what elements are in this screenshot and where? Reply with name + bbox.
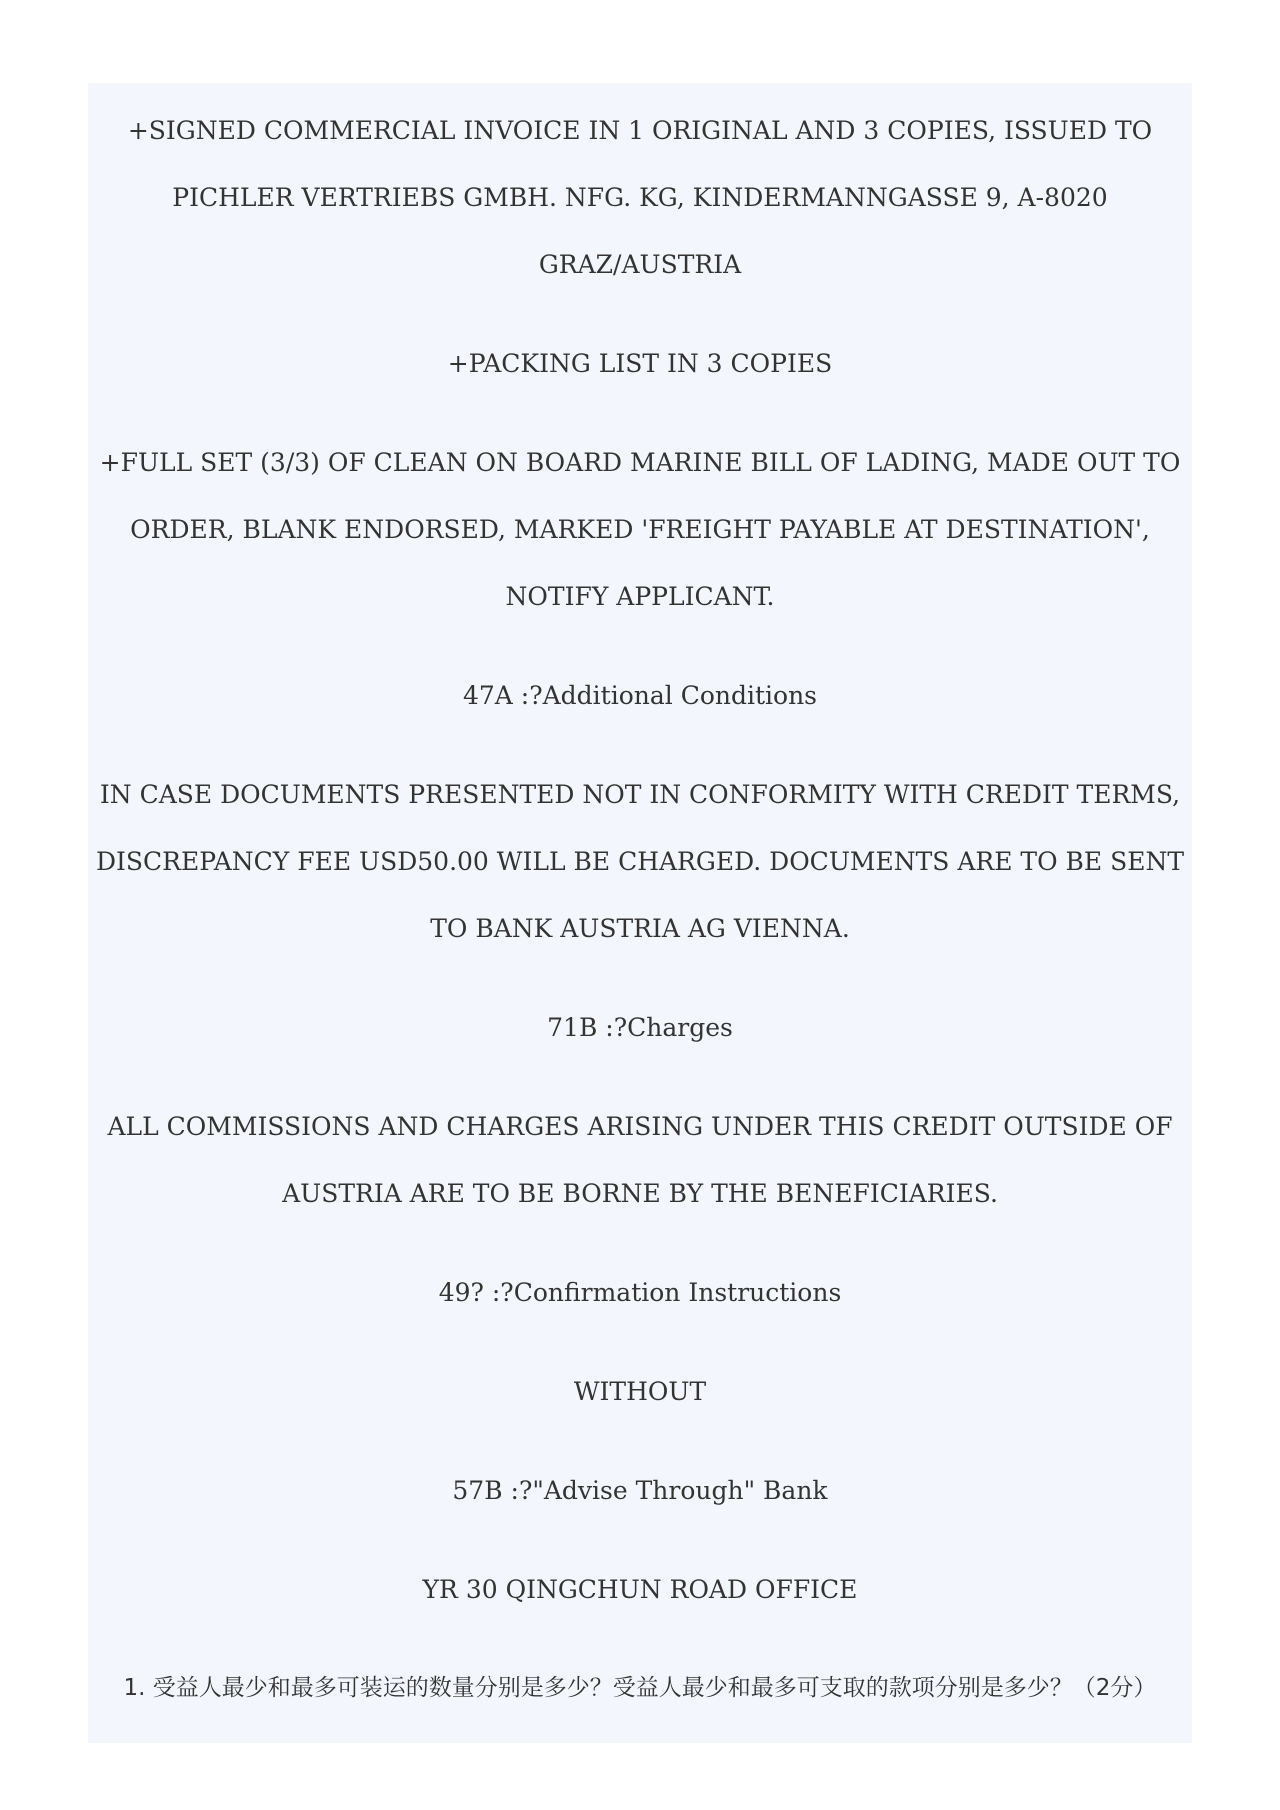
doc-field-71b: 71B :?Charges	[547, 1013, 733, 1042]
doc-field-47a: 47A :?Additional Conditions	[462, 681, 818, 710]
doc-paragraph-invoice: +SIGNED COMMERCIAL INVOICE IN 1 ORIGINAL AND 3 COPIES, ISSUED TO PICHLER VERTRIEBS GMBH. NFG. KG, KINDERMANNGASSE 9, A-8020 GRAZ/AUSTRIA	[127, 116, 1153, 279]
doc-field-49: 49? :?Confirmation Instructions	[438, 1278, 842, 1307]
doc-field-57b: 57B :?"Advise Through" Bank	[452, 1476, 828, 1505]
doc-paragraph-packing-list: +PACKING LIST IN 3 COPIES	[447, 349, 833, 378]
doc-paragraph-confirmation: WITHOUT	[573, 1377, 707, 1406]
document-content	[88, 83, 1192, 1722]
doc-paragraph-additional-conditions: IN CASE DOCUMENTS PRESENTED NOT IN CONFORMITY WITH CREDIT TERMS, DISCREPANCY FEE USD50.00 WILL BE CHARGED. DOCUMENTS ARE TO BE SENT TO BANK AUSTRIA AG VIENNA.	[95, 780, 1185, 943]
doc-question-1: 1. 受益人最少和最多可装运的数量分别是多少？受益人最少和最多可支取的款项分别是多少？（2分）	[123, 1675, 1157, 1701]
doc-paragraph-advise-bank: YR 30 QINGCHUN ROAD OFFICE	[422, 1575, 858, 1604]
doc-paragraph-charges: ALL COMMISSIONS AND CHARGES ARISING UNDER THIS CREDIT OUTSIDE OF AUSTRIA ARE TO BE BORNE BY THE BENEFICIARIES.	[107, 1112, 1173, 1208]
doc-paragraph-bill-of-lading: +FULL SET (3/3) OF CLEAN ON BOARD MARINE BILL OF LADING, MADE OUT TO ORDER, BLANK ENDORSED, MARKED 'FREIGHT PAYABLE AT DESTINATION', NOTIFY APPLICANT.	[99, 448, 1181, 611]
document-panel	[88, 83, 1192, 1743]
